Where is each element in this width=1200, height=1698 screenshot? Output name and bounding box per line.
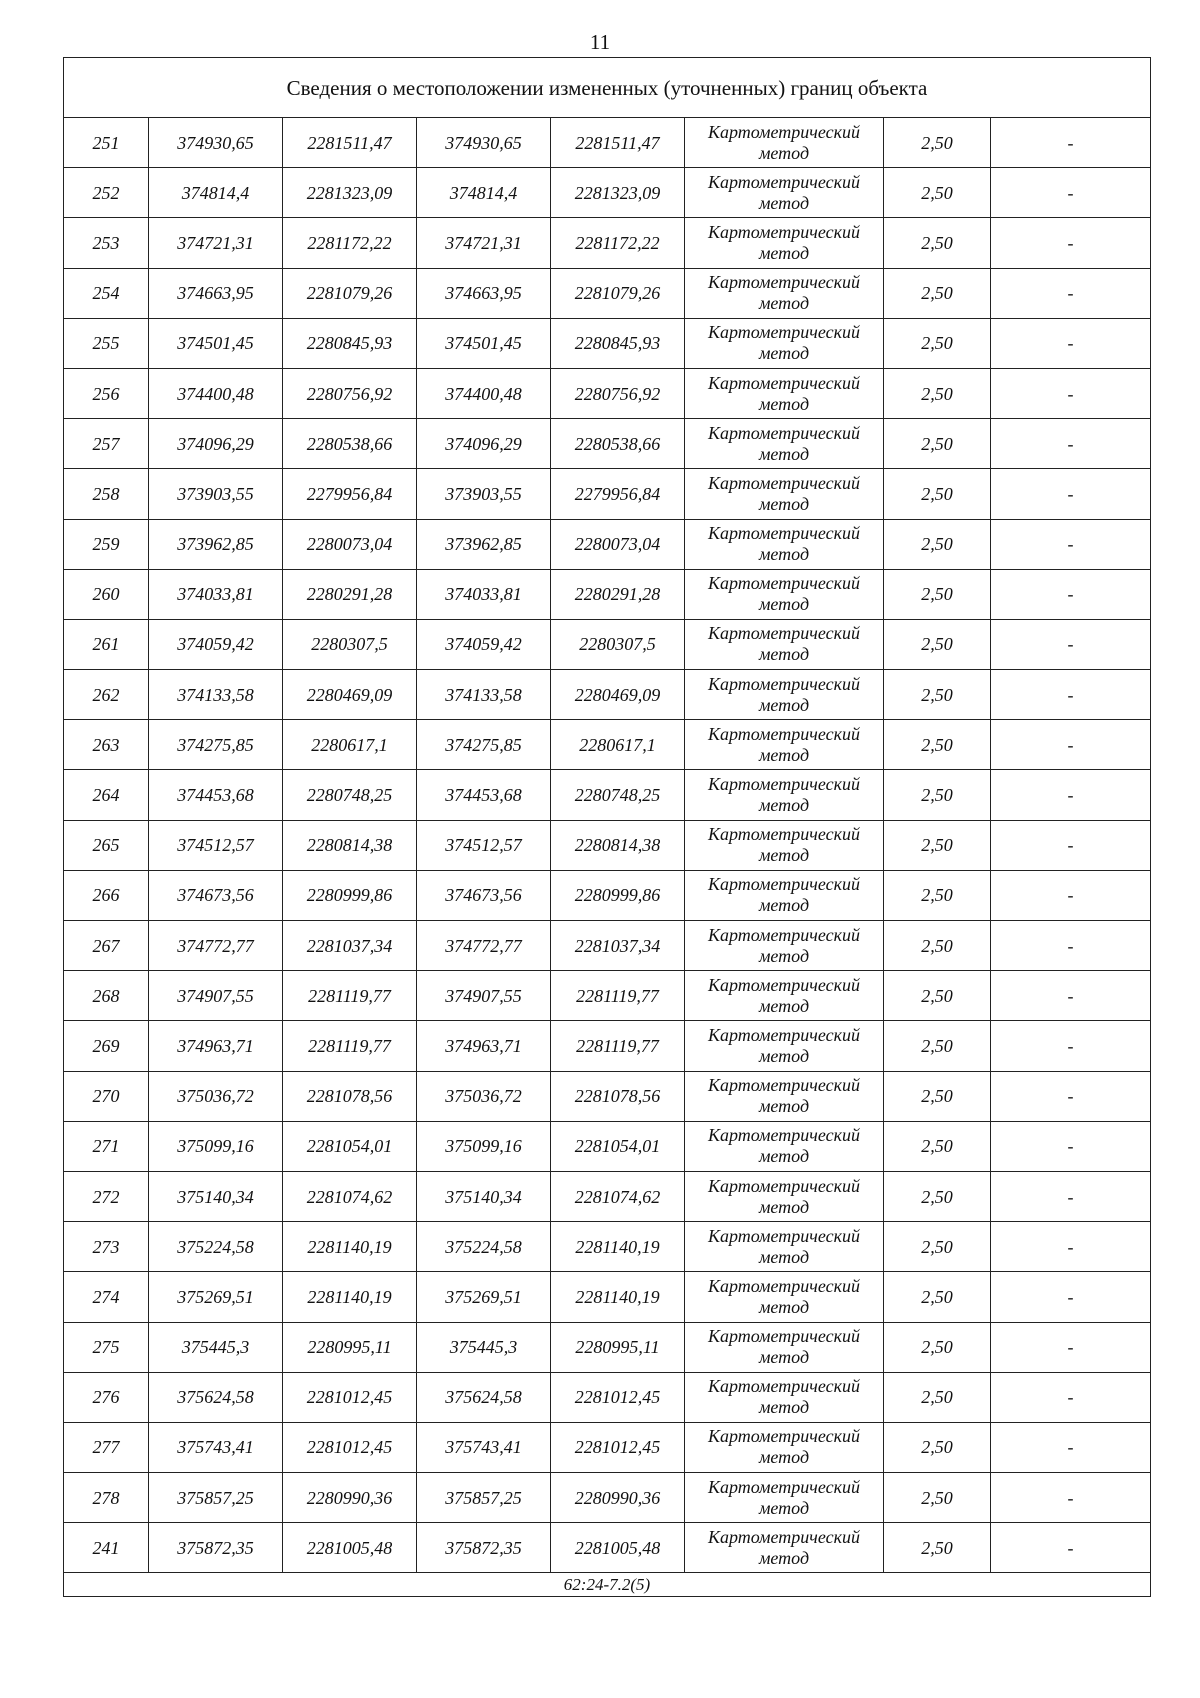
refined-y-cell: 2281172,22 [551,218,685,268]
method-cell: Картометрический метод [685,921,884,971]
existing-y-cell: 2280073,04 [283,519,417,569]
refined-y-cell: 2280845,93 [551,318,685,368]
method-cell: Картометрический метод [685,820,884,870]
refined-x-cell: 374512,57 [417,820,551,870]
refined-y-cell: 2281119,77 [551,971,685,1021]
table-row [64,1071,1151,1121]
existing-x-cell: 374453,68 [149,770,283,820]
existing-x-cell: 374133,58 [149,670,283,720]
refined-y-cell: 2281005,48 [551,1523,685,1573]
refined-x-cell: 374930,65 [417,118,551,168]
existing-x-cell: 375099,16 [149,1121,283,1171]
table-row [64,1121,1151,1171]
note-cell: - [991,1322,1151,1372]
existing-x-cell: 375140,34 [149,1171,283,1221]
note-cell: - [991,168,1151,218]
accuracy-cell: 2,50 [884,368,991,418]
method-cell: Картометрический метод [685,1322,884,1372]
refined-y-cell: 2280291,28 [551,569,685,619]
method-cell: Картометрический метод [685,670,884,720]
table-row [64,1523,1151,1573]
table-row [64,1222,1151,1272]
existing-y-cell: 2281078,56 [283,1071,417,1121]
point-number-cell: 265 [64,820,149,870]
table-row [64,670,1151,720]
existing-x-cell: 375036,72 [149,1071,283,1121]
existing-y-cell: 2281172,22 [283,218,417,268]
refined-x-cell: 373903,55 [417,469,551,519]
refined-y-cell: 2281012,45 [551,1422,685,1472]
table-row [64,368,1151,418]
method-cell: Картометрический метод [685,619,884,669]
refined-x-cell: 374096,29 [417,419,551,469]
method-cell: Картометрический метод [685,1473,884,1523]
point-number-cell: 268 [64,971,149,1021]
existing-x-cell: 374663,95 [149,268,283,318]
existing-x-cell: 374059,42 [149,619,283,669]
note-cell: - [991,569,1151,619]
refined-x-cell: 373962,85 [417,519,551,569]
existing-y-cell: 2280814,38 [283,820,417,870]
note-cell: - [991,1272,1151,1322]
table-row [64,419,1151,469]
existing-y-cell: 2281054,01 [283,1121,417,1171]
point-number-cell: 258 [64,469,149,519]
existing-x-cell: 375445,3 [149,1322,283,1372]
refined-y-cell: 2280990,36 [551,1473,685,1523]
refined-x-cell: 375140,34 [417,1171,551,1221]
existing-y-cell: 2281119,77 [283,971,417,1021]
existing-x-cell: 374963,71 [149,1021,283,1071]
table-row [64,720,1151,770]
method-cell: Картометрический метод [685,469,884,519]
accuracy-cell: 2,50 [884,670,991,720]
existing-y-cell: 2281012,45 [283,1372,417,1422]
refined-x-cell: 375224,58 [417,1222,551,1272]
point-number-cell: 271 [64,1121,149,1171]
refined-x-cell: 375036,72 [417,1071,551,1121]
method-cell: Картометрический метод [685,870,884,920]
refined-y-cell: 2280617,1 [551,720,685,770]
existing-y-cell: 2280756,92 [283,368,417,418]
existing-x-cell: 374275,85 [149,720,283,770]
existing-x-cell: 373962,85 [149,519,283,569]
point-number-cell: 251 [64,118,149,168]
method-cell: Картометрический метод [685,1272,884,1322]
table-row [64,971,1151,1021]
note-cell: - [991,469,1151,519]
table-title-row [64,58,1151,118]
point-number-cell: 263 [64,720,149,770]
note-cell: - [991,419,1151,469]
point-number-cell: 278 [64,1473,149,1523]
point-number-cell: 275 [64,1322,149,1372]
method-cell: Картометрический метод [685,1171,884,1221]
method-cell: Картометрический метод [685,569,884,619]
existing-y-cell: 2280538,66 [283,419,417,469]
note-cell: - [991,720,1151,770]
note-cell: - [991,1071,1151,1121]
table-body [64,58,1151,1597]
method-cell: Картометрический метод [685,720,884,770]
refined-x-cell: 375624,58 [417,1372,551,1422]
refined-x-cell: 375269,51 [417,1272,551,1322]
accuracy-cell: 2,50 [884,1222,991,1272]
note-cell: - [991,670,1151,720]
point-number-cell: 241 [64,1523,149,1573]
method-cell: Картометрический метод [685,1121,884,1171]
refined-y-cell: 2281140,19 [551,1272,685,1322]
refined-y-cell: 2280469,09 [551,670,685,720]
accuracy-cell: 2,50 [884,1523,991,1573]
table-row [64,1171,1151,1221]
refined-x-cell: 374772,77 [417,921,551,971]
note-cell: - [991,1222,1151,1272]
accuracy-cell: 2,50 [884,1473,991,1523]
accuracy-cell: 2,50 [884,870,991,920]
point-number-cell: 264 [64,770,149,820]
existing-x-cell: 375872,35 [149,1523,283,1573]
method-cell: Картометрический метод [685,268,884,318]
existing-y-cell: 2280995,11 [283,1322,417,1372]
point-number-cell: 269 [64,1021,149,1071]
existing-y-cell: 2280617,1 [283,720,417,770]
refined-x-cell: 374663,95 [417,268,551,318]
table-row [64,921,1151,971]
accuracy-cell: 2,50 [884,168,991,218]
note-cell: - [991,1523,1151,1573]
table-row [64,1422,1151,1472]
existing-y-cell: 2280748,25 [283,770,417,820]
refined-y-cell: 2281140,19 [551,1222,685,1272]
existing-y-cell: 2281119,77 [283,1021,417,1071]
point-number-cell: 267 [64,921,149,971]
existing-x-cell: 374673,56 [149,870,283,920]
existing-x-cell: 375624,58 [149,1372,283,1422]
existing-y-cell: 2281140,19 [283,1222,417,1272]
point-number-cell: 270 [64,1071,149,1121]
note-cell: - [991,268,1151,318]
point-number-cell: 260 [64,569,149,619]
accuracy-cell: 2,50 [884,1171,991,1221]
refined-y-cell: 2280995,11 [551,1322,685,1372]
point-number-cell: 254 [64,268,149,318]
method-cell: Картометрический метод [685,1372,884,1422]
refined-y-cell: 2281323,09 [551,168,685,218]
point-number-cell: 262 [64,670,149,720]
refined-y-cell: 2280999,86 [551,870,685,920]
table-row [64,268,1151,318]
refined-x-cell: 374814,4 [417,168,551,218]
accuracy-cell: 2,50 [884,921,991,971]
note-cell: - [991,1121,1151,1171]
accuracy-cell: 2,50 [884,971,991,1021]
point-number-cell: 252 [64,168,149,218]
existing-x-cell: 374096,29 [149,419,283,469]
refined-x-cell: 374907,55 [417,971,551,1021]
accuracy-cell: 2,50 [884,118,991,168]
note-cell: - [991,770,1151,820]
refined-x-cell: 374275,85 [417,720,551,770]
existing-y-cell: 2281005,48 [283,1523,417,1573]
note-cell: - [991,820,1151,870]
table-row [64,519,1151,569]
refined-y-cell: 2279956,84 [551,469,685,519]
note-cell: - [991,870,1151,920]
point-number-cell: 266 [64,870,149,920]
point-number-cell: 276 [64,1372,149,1422]
note-cell: - [991,921,1151,971]
accuracy-cell: 2,50 [884,619,991,669]
accuracy-cell: 2,50 [884,218,991,268]
table-row [64,820,1151,870]
existing-y-cell: 2281074,62 [283,1171,417,1221]
page-number: 11 [589,30,611,54]
table-row [64,870,1151,920]
accuracy-cell: 2,50 [884,720,991,770]
refined-y-cell: 2281079,26 [551,268,685,318]
existing-x-cell: 375224,58 [149,1222,283,1272]
existing-y-cell: 2281140,19 [283,1272,417,1322]
method-cell: Картометрический метод [685,971,884,1021]
point-number-cell: 255 [64,318,149,368]
table-row [64,469,1151,519]
method-cell: Картометрический метод [685,218,884,268]
point-number-cell: 277 [64,1422,149,1472]
refined-x-cell: 374721,31 [417,218,551,268]
existing-x-cell: 374907,55 [149,971,283,1021]
refined-x-cell: 375743,41 [417,1422,551,1472]
table-row [64,1372,1151,1422]
accuracy-cell: 2,50 [884,1372,991,1422]
refined-x-cell: 375857,25 [417,1473,551,1523]
accuracy-cell: 2,50 [884,1422,991,1472]
accuracy-cell: 2,50 [884,1322,991,1372]
refined-x-cell: 374400,48 [417,368,551,418]
existing-x-cell: 374033,81 [149,569,283,619]
accuracy-cell: 2,50 [884,770,991,820]
table-row [64,1322,1151,1372]
method-cell: Картометрический метод [685,368,884,418]
existing-x-cell: 374512,57 [149,820,283,870]
accuracy-cell: 2,50 [884,268,991,318]
existing-x-cell: 373903,55 [149,469,283,519]
existing-x-cell: 375269,51 [149,1272,283,1322]
table-row [64,218,1151,268]
existing-x-cell: 374814,4 [149,168,283,218]
point-number-cell: 259 [64,519,149,569]
note-cell: - [991,118,1151,168]
refined-x-cell: 374673,56 [417,870,551,920]
note-cell: - [991,218,1151,268]
table-row [64,569,1151,619]
table-row [64,1021,1151,1071]
accuracy-cell: 2,50 [884,569,991,619]
accuracy-cell: 2,50 [884,1272,991,1322]
table-row [64,168,1151,218]
existing-y-cell: 2280307,5 [283,619,417,669]
existing-x-cell: 374930,65 [149,118,283,168]
refined-x-cell: 375445,3 [417,1322,551,1372]
accuracy-cell: 2,50 [884,820,991,870]
method-cell: Картометрический метод [685,519,884,569]
existing-y-cell: 2280469,09 [283,670,417,720]
table-footer-code: 62:24-7.2(5) [64,1573,1151,1597]
method-cell: Картометрический метод [685,168,884,218]
table-row [64,118,1151,168]
note-cell: - [991,1021,1151,1071]
existing-y-cell: 2281037,34 [283,921,417,971]
accuracy-cell: 2,50 [884,419,991,469]
table-footer-row [64,1573,1151,1597]
accuracy-cell: 2,50 [884,1071,991,1121]
table-title: Сведения о местоположении измененных (уточненных) границ объекта [64,58,1151,118]
existing-y-cell: 2279956,84 [283,469,417,519]
note-cell: - [991,1372,1151,1422]
method-cell: Картометрический метод [685,770,884,820]
point-number-cell: 273 [64,1222,149,1272]
note-cell: - [991,318,1151,368]
method-cell: Картометрический метод [685,1021,884,1071]
method-cell: Картометрический метод [685,1071,884,1121]
note-cell: - [991,519,1151,569]
refined-y-cell: 2280073,04 [551,519,685,569]
refined-x-cell: 375099,16 [417,1121,551,1171]
note-cell: - [991,1473,1151,1523]
method-cell: Картометрический метод [685,1422,884,1472]
refined-y-cell: 2281078,56 [551,1071,685,1121]
refined-y-cell: 2281119,77 [551,1021,685,1071]
existing-x-cell: 374772,77 [149,921,283,971]
accuracy-cell: 2,50 [884,318,991,368]
point-number-cell: 253 [64,218,149,268]
refined-x-cell: 375872,35 [417,1523,551,1573]
existing-y-cell: 2281012,45 [283,1422,417,1472]
existing-x-cell: 375857,25 [149,1473,283,1523]
note-cell: - [991,619,1151,669]
table-row [64,770,1151,820]
note-cell: - [991,1171,1151,1221]
table-row [64,619,1151,669]
note-cell: - [991,971,1151,1021]
existing-y-cell: 2281511,47 [283,118,417,168]
accuracy-cell: 2,50 [884,519,991,569]
point-number-cell: 274 [64,1272,149,1322]
existing-y-cell: 2280990,36 [283,1473,417,1523]
refined-x-cell: 374133,58 [417,670,551,720]
accuracy-cell: 2,50 [884,469,991,519]
point-number-cell: 257 [64,419,149,469]
refined-x-cell: 374453,68 [417,770,551,820]
note-cell: - [991,1422,1151,1472]
existing-x-cell: 374721,31 [149,218,283,268]
existing-x-cell: 374501,45 [149,318,283,368]
refined-y-cell: 2281511,47 [551,118,685,168]
method-cell: Картометрический метод [685,419,884,469]
refined-x-cell: 374059,42 [417,619,551,669]
point-number-cell: 261 [64,619,149,669]
refined-x-cell: 374501,45 [417,318,551,368]
method-cell: Картометрический метод [685,1222,884,1272]
existing-y-cell: 2281079,26 [283,268,417,318]
refined-y-cell: 2280307,5 [551,619,685,669]
point-number-cell: 256 [64,368,149,418]
accuracy-cell: 2,50 [884,1121,991,1171]
method-cell: Картометрический метод [685,118,884,168]
existing-x-cell: 374400,48 [149,368,283,418]
refined-y-cell: 2281074,62 [551,1171,685,1221]
refined-y-cell: 2280748,25 [551,770,685,820]
accuracy-cell: 2,50 [884,1021,991,1071]
boundary-coordinates-table [63,57,1151,1597]
existing-y-cell: 2280999,86 [283,870,417,920]
table-row [64,1272,1151,1322]
refined-x-cell: 374033,81 [417,569,551,619]
table-row [64,1473,1151,1523]
method-cell: Картометрический метод [685,318,884,368]
refined-y-cell: 2281012,45 [551,1372,685,1422]
table-row [64,318,1151,368]
method-cell: Картометрический метод [685,1523,884,1573]
note-cell: - [991,368,1151,418]
refined-y-cell: 2281037,34 [551,921,685,971]
refined-y-cell: 2280814,38 [551,820,685,870]
existing-y-cell: 2281323,09 [283,168,417,218]
existing-y-cell: 2280291,28 [283,569,417,619]
refined-y-cell: 2281054,01 [551,1121,685,1171]
refined-x-cell: 374963,71 [417,1021,551,1071]
existing-x-cell: 375743,41 [149,1422,283,1472]
refined-y-cell: 2280538,66 [551,419,685,469]
existing-y-cell: 2280845,93 [283,318,417,368]
refined-y-cell: 2280756,92 [551,368,685,418]
point-number-cell: 272 [64,1171,149,1221]
